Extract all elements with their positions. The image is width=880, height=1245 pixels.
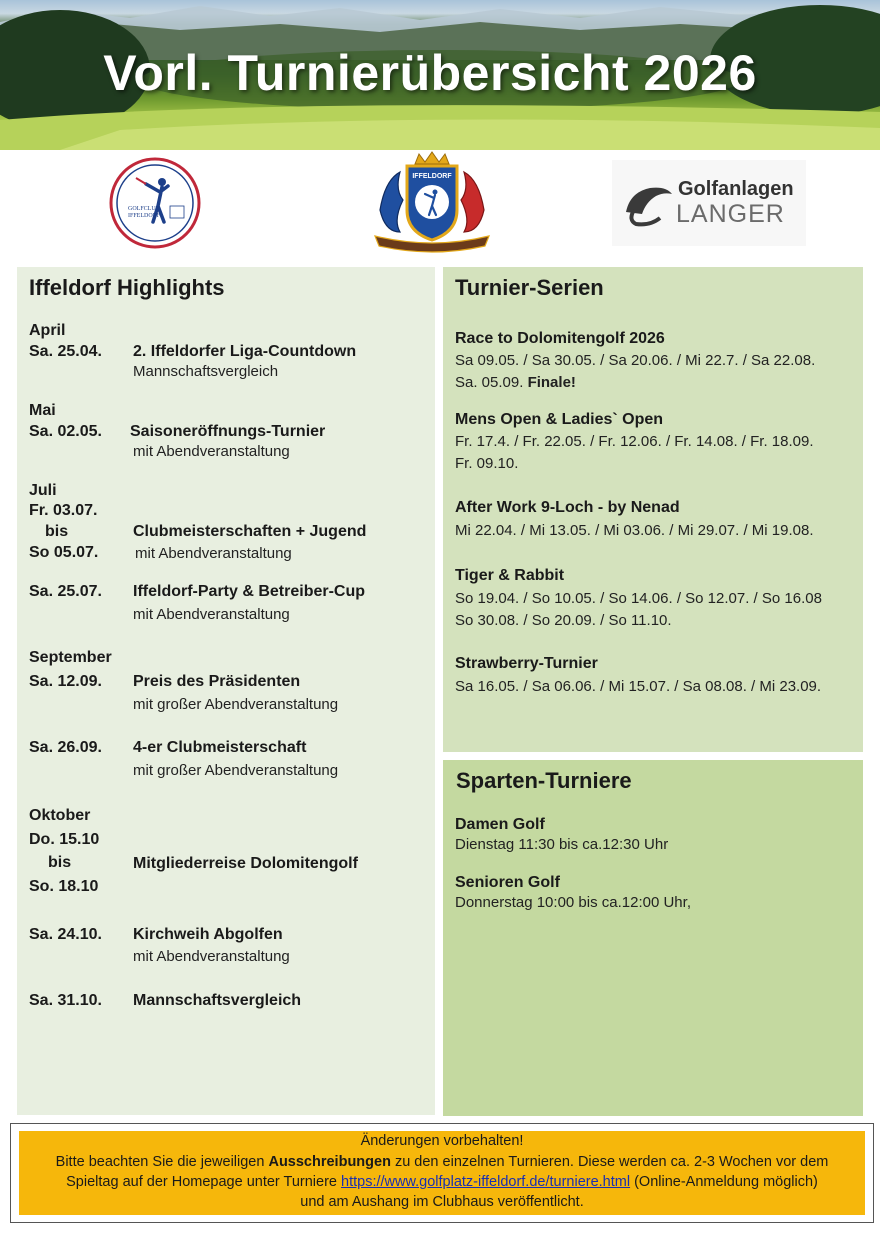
- sparten-name: Senioren Golf: [455, 874, 560, 891]
- event-date-bis: bis: [48, 854, 72, 871]
- series-dates: So 30.08. / So 20.09. / So 11.10.: [455, 612, 672, 629]
- event-subtitle: mit Abendveranstaltung: [133, 443, 290, 460]
- langer-logo-bottom: LANGER: [676, 200, 785, 228]
- event-date: Sa. 12.09.: [29, 673, 102, 690]
- series-name: Mens Open & Ladies` Open: [455, 411, 664, 428]
- event-name: Mitgliederreise Dolomitengolf: [133, 855, 358, 872]
- series-name: Race to Dolomitengolf 2026: [455, 330, 665, 347]
- event-subtitle: mit Abendveranstaltung: [133, 948, 290, 965]
- golfclub-label: GOLFCLUB: [128, 206, 160, 212]
- event-name: Clubmeisterschaften + Jugend: [133, 523, 367, 540]
- event-date: Sa. 24.10.: [29, 926, 102, 943]
- turniere-link[interactable]: https://www.golfplatz-iffeldorf.de/turniere.html: [341, 1174, 631, 1190]
- footer-line-2: [19, 1154, 865, 1170]
- event-date-bis: bis: [45, 523, 69, 540]
- golfer-silhouette-icon: [620, 174, 680, 234]
- event-date-end: So. 18.10: [29, 878, 99, 895]
- footer-text: zu den einzelnen Turnieren. Diese werden ca. 2-3 Wochen vor dem: [390, 1154, 829, 1170]
- highlights-title: Iffeldorf Highlights: [29, 275, 225, 300]
- footer-heading: Änderungen vorbehalten!: [360, 1133, 524, 1149]
- golfanlagen-langer-logo: [612, 160, 806, 246]
- series-final-label: Finale!: [527, 374, 576, 391]
- event-name: 2. Iffeldorfer Liga-Countdown: [133, 343, 357, 360]
- event-name: Preis des Präsidenten: [133, 673, 301, 690]
- series-dates: So 19.04. / So 10.05. / So 14.06. / So 12.07. / So 16.08: [455, 590, 822, 607]
- series-dates: Fr. 09.10.: [455, 455, 519, 472]
- footer-line-4: und am Aushang im Clubhaus veröffentlicht.: [300, 1194, 584, 1210]
- event-subtitle: mit großer Abendveranstaltung: [133, 696, 339, 713]
- footer-bold-text: Ausschreibungen: [268, 1154, 391, 1170]
- golfclub-iffeldorf-logo: [106, 156, 204, 250]
- month-juli: Juli: [29, 482, 57, 499]
- event-name: Kirchweih Abgolfen: [133, 926, 283, 943]
- event-date: Sa. 26.09.: [29, 739, 102, 756]
- golfclub-name: IFFELDORF: [128, 213, 161, 219]
- series-name: Tiger & Rabbit: [455, 567, 565, 584]
- month-mai: Mai: [29, 402, 56, 419]
- event-name: Saisoneröffnungs-Turnier: [130, 423, 326, 440]
- month-april: April: [29, 322, 66, 339]
- series-dates: Mi 22.04. / Mi 13.05. / Mi 03.06. / Mi 29.07. / Mi 19.08.: [455, 522, 814, 539]
- event-date: Sa. 31.10.: [29, 992, 102, 1009]
- langer-logo-top: Golfanlagen: [678, 178, 794, 200]
- series-name: Strawberry-Turnier: [455, 655, 598, 672]
- sparten-time: Donnerstag 10:00 bis ca.12:00 Uhr,: [455, 894, 691, 911]
- event-date: Sa. 02.05.: [29, 423, 102, 440]
- event-subtitle: Mannschaftsvergleich: [133, 363, 279, 380]
- event-name: Mannschaftsvergleich: [133, 992, 302, 1009]
- event-date: Sa. 25.07.: [29, 583, 102, 600]
- highlights-panel: [17, 267, 435, 1115]
- sparten-title: Sparten-Turniere: [456, 768, 632, 793]
- sparten-name: Damen Golf: [455, 816, 545, 833]
- month-september: September: [29, 649, 112, 666]
- series-dates-final: [455, 374, 576, 391]
- header-banner: [0, 0, 880, 150]
- series-title: Turnier-Serien: [455, 275, 604, 300]
- crest-label: IFFELDORF: [412, 173, 452, 180]
- page-title: Vorl. Turnierübersicht 2026: [103, 45, 757, 101]
- event-name: 4-er Clubmeisterschaft: [133, 739, 307, 756]
- series-dates-text: Sa. 05.09.: [455, 374, 524, 391]
- event-subtitle: mit Abendveranstaltung: [133, 606, 290, 623]
- event-date-start: Do. 15.10: [29, 831, 100, 848]
- month-oktober: Oktober: [29, 807, 91, 824]
- event-subtitle: mit großer Abendveranstaltung: [133, 762, 339, 779]
- footer-text: (Online-Anmeldung möglich): [630, 1174, 818, 1190]
- series-dates: Sa 09.05. / Sa 30.05. / Sa 20.06. / Mi 22.7. / Sa 22.08.: [455, 352, 816, 369]
- sparten-time: Dienstag 11:30 bis ca.12:30 Uhr: [455, 836, 669, 853]
- footer-text: Spieltag auf der Homepage unter Turniere: [66, 1174, 342, 1190]
- footer-notice: [19, 1131, 865, 1215]
- event-subtitle: mit Abendveranstaltung: [135, 545, 292, 562]
- event-date-end: So 05.07.: [29, 544, 99, 561]
- event-name: Iffeldorf-Party & Betreiber-Cup: [133, 583, 366, 600]
- footer-line-3: [19, 1174, 865, 1190]
- sparten-panel: [443, 760, 863, 1116]
- series-dates: Sa 16.05. / Sa 06.06. / Mi 15.07. / Sa 08.08. / Mi 23.09.: [455, 678, 822, 695]
- series-dates: Fr. 17.4. / Fr. 22.05. / Fr. 12.06. / Fr. 14.08. / Fr. 18.09.: [455, 433, 814, 450]
- footer-text: Bitte beachten Sie die jeweiligen: [55, 1154, 269, 1170]
- event-date: Sa. 25.04.: [29, 343, 102, 360]
- event-date-start: Fr. 03.07.: [29, 502, 98, 519]
- series-name: After Work 9-Loch - by Nenad: [455, 499, 680, 516]
- iffeldorf-crest-logo: [355, 150, 509, 254]
